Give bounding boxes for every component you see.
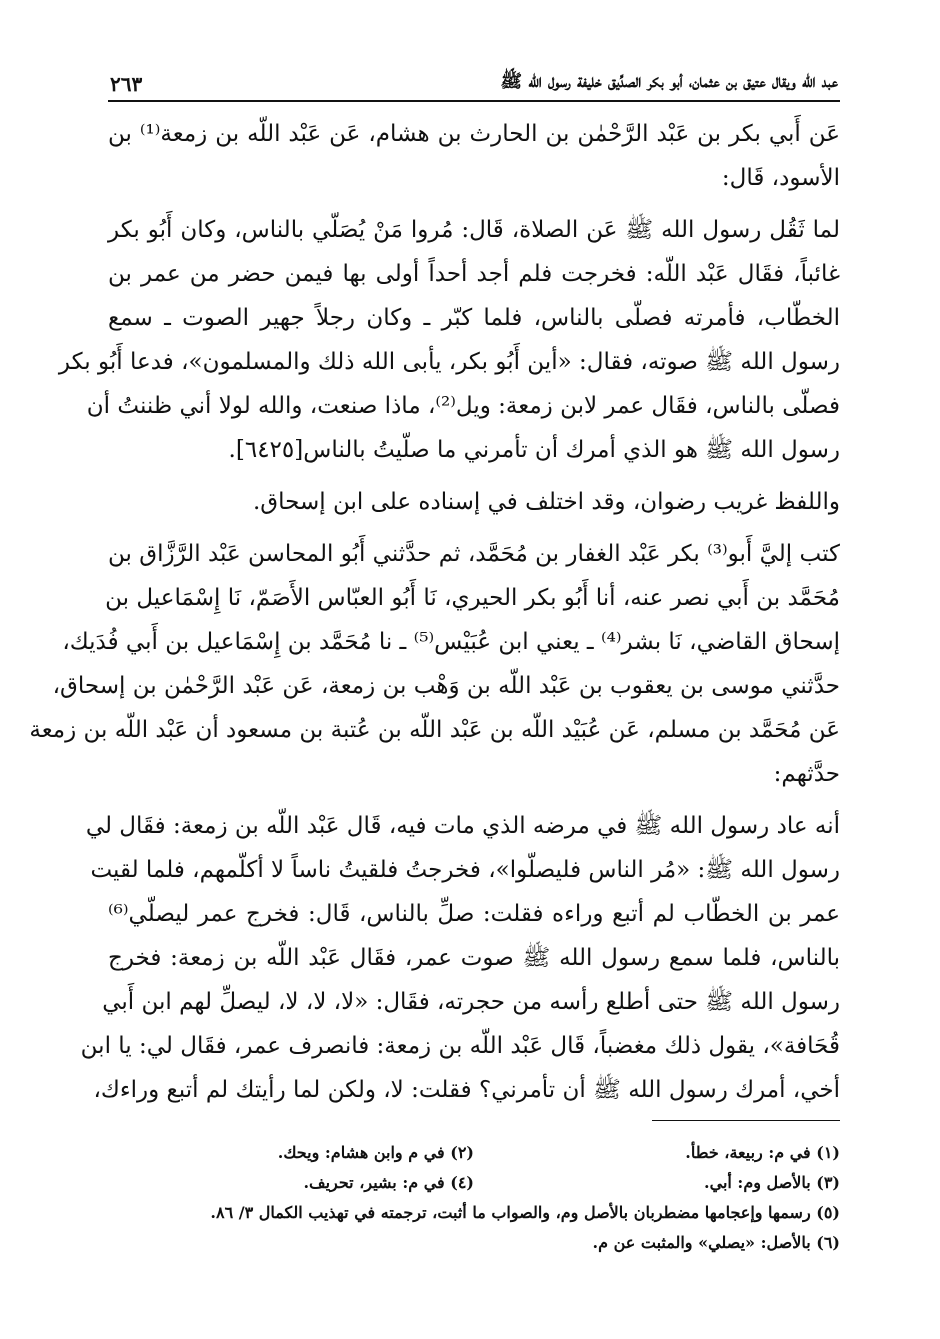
footnote-5: (٥) رسمها وإعجامها مضطربان بالأصل وم، والصواب ما أثبت، ترجمته في تهذيب الكمال ٣/ ٨٦. <box>210 1203 840 1222</box>
text-line: حدَّثهم: <box>773 761 840 787</box>
text-line: لما ثَقُل رسول الله ﷺ عَن الصلاة، قَال: مُروا مَنْ يُصَلّي بالناس، وكان أَبُو بكر <box>108 217 840 243</box>
text-line: عَن أَبي بكر بن عَبْد الرَّحْمٰن بن الحارث بن هشام، عَن عَبْد اللّه بن زمعة⁽¹⁾ بن <box>108 121 840 147</box>
footnote-3: (٣) بالأصل وم: أبي. <box>704 1173 840 1192</box>
paragraph-3 <box>108 480 840 524</box>
footnote-2: (٢) في م وابن هشام: ويحك. <box>277 1143 474 1162</box>
page-number: ٢٦٣ <box>110 72 143 96</box>
text-line: أنه عاد رسول الله ﷺ في مرضه الذي مات فيه، قَال عَبْد اللّه بن زمعة: فقَال لي <box>85 813 840 839</box>
footnote-row <box>108 1168 840 1198</box>
main-text <box>29 112 840 1120</box>
text-line: إسحاق القاضي، نَا بشر⁽⁴⁾ ـ يعني ابن عُبَيْس⁽⁵⁾ ـ نا مُحَمَّد بن إِسْمَاعيل بن أَبي فُدَيك، <box>62 629 840 655</box>
text-line: رسول الله ﷺ: «مُر الناس فليصلّوا»، فخرجتُ فلقيتُ ناساً لا أكلّمهم، فلما لقيت <box>90 857 840 883</box>
text-line: الأسود، قَال: <box>721 165 840 191</box>
text-line: مُحَمَّد بن أَبي نصر عنه، أنا أَبُو بكر الحيري، نَا أَبُو العبّاس الأَصَمّ، نَا إِسْمَاعيل بن <box>105 585 840 611</box>
text-line: بالناس، فلما سمع رسول الله ﷺ صوت عمر، فقَال عَبْد اللّه بن زمعة: فخرج <box>108 945 840 971</box>
footnotes <box>108 1138 840 1258</box>
text-line: قُحَافة»، يقول ذلك مغضباً، قَال عَبْد اللّه بن زمعة: فانصرف عمر، فقَال لي: يا ابن <box>80 1033 840 1059</box>
paragraph-1 <box>108 112 840 200</box>
text-line: كتب إليَّ أَبو⁽³⁾ بكر عَبْد الغفار بن مُحَمَّد، ثم حدَّثني أَبُو المحاسن عَبْد الرَّزَّاق بن <box>108 541 840 567</box>
text-line: أخي، أمرك رسول الله ﷺ أن تأمرني؟ فقلت: لا، ولكن لما رأيتك لم أتبع وراءك، <box>93 1077 840 1103</box>
text-line: رسول الله ﷺ صوته، فقال: «أين أَبُو بكر، يأبى الله ذلك والمسلمون»، فدعا أَبُو بكر <box>58 349 840 375</box>
text-line: عَن مُحَمَّد بن مسلم، عَن عُبَيْد اللّه بن عَبْد اللّه بن عُتبة بن مسعود أن عَبْد اللّه بن زمعة <box>29 717 840 743</box>
text-line: حدَّثني موسى بن يعقوب بن عَبْد اللّه بن وَهْب بن زمعة، عَن عَبْد الرَّحْمٰن بن إسحاق، <box>52 673 840 699</box>
header-rule <box>108 100 840 102</box>
paragraph-2 <box>58 208 840 472</box>
text-line: فصلّى بالناس، فقَال عمر لابن زمعة: ويل⁽²⁾، ماذا صنعت، والله لولا أني ظننتُ أن <box>86 393 840 419</box>
running-header <box>110 56 838 96</box>
footnote-4: (٤) في م: بشير، تحريف. <box>303 1173 474 1192</box>
footnote-6: (٦) بالأصل: «يصلي» والمثبت عن م. <box>592 1233 840 1252</box>
footnote-rule <box>652 1120 840 1121</box>
text-line: واللفظ غريب رضوان، وقد اختلف في إسناده على ابن إسحاق. <box>252 489 840 515</box>
paragraph-5 <box>80 804 840 1112</box>
text-line: رسول الله ﷺ حتى أطلع رأسه من حجرته، فقَال: «لا، لا، لا، ليصلِّ لهم ابن أَبي <box>102 989 840 1015</box>
text-line: عمر بن الخطّاب لم أتبع وراءه فقلت: صلِّ بالناس، قَال: فخرج عمر ليصلّي⁽⁶⁾ <box>108 901 840 927</box>
header-title: عبد الله ويقال عتيق بن عثمان، أبو بكر الصدِّيق خليفة رسول الله ﷺ <box>500 71 838 92</box>
text-line: رسول الله ﷺ هو الذي أمرك أن تأمرني ما صلّيتُ بالناس[٦٤٢٥]. <box>228 437 840 463</box>
paragraph-4 <box>29 532 840 796</box>
text-line: غائباً، فقَال عَبْد اللّه: فخرجت فلم أجد أحداً أولى بها فيمن حضر من عمر بن <box>108 261 840 287</box>
footnote-row <box>108 1138 840 1168</box>
text-line: الخطّاب، فأمرته فصلّى بالناس، فلما كبّر ـ وكان رجلاً جهير الصوت ـ سمع <box>108 305 840 331</box>
footnote-1: (١) في م: ربيعة، خطأ. <box>685 1143 840 1162</box>
